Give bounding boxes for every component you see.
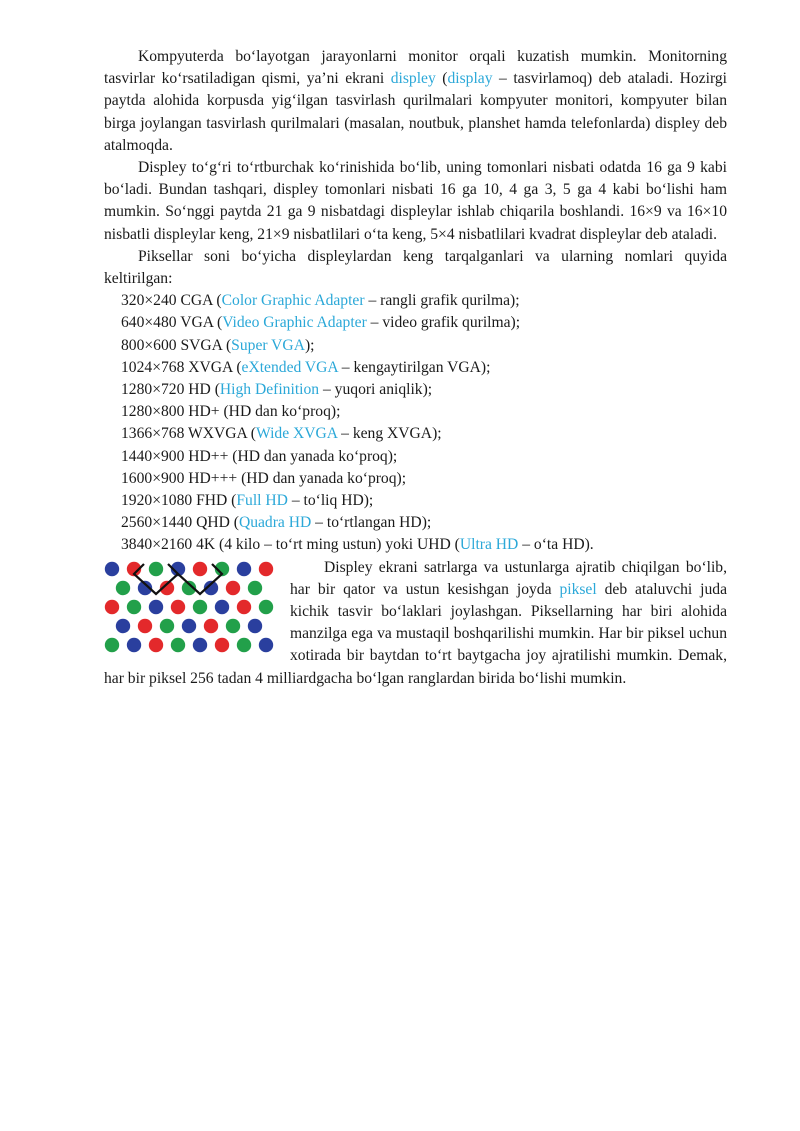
pixel-dot [149,599,163,613]
list-item: 3840×2160 4K (4 kilo – to‘rt ming ustun) yoki UHD (Ultra HD – o‘ta HD). [121,536,594,554]
pixel-dot [215,599,229,613]
pixel-dot [248,580,262,594]
pixel-dot [149,561,163,575]
paragraph-resolutions-intro: Piksellar soni bo‘yicha displeylardan keng tarqalganlari va ularning nomlari quyida keltirilgan: [104,247,727,288]
resolution-list [104,290,727,556]
pixel-dot [204,618,218,632]
term-display: display [447,70,493,88]
pixel-dot [193,637,207,651]
list-item: 2560×1440 QHD (Quadra HD – to‘rtlangan HD); [121,514,432,532]
pixel-dot [149,637,163,651]
list-item: 640×480 VGA (Video Graphic Adapter – video grafik qurilma); [121,314,521,332]
pixel-dot [105,637,119,651]
list-item: 1280×800 HD+ (HD dan ko‘proq); [121,403,341,421]
pixel-dot [248,618,262,632]
list-item: 1440×900 HD++ (HD dan yanada ko‘proq); [121,447,398,465]
pixel-dot [171,599,185,613]
pixel-dot [105,599,119,613]
pixel-dot [259,599,273,613]
pixel-dot [193,599,207,613]
pixel-dot [237,561,251,575]
list-item: 1024×768 XVGA (eXtended VGA – kengaytirilgan VGA); [121,358,491,376]
pixel-dot [116,580,130,594]
term-piksel: piksel [559,580,597,598]
pixel-dot [127,637,141,651]
pixel-grid-illustration [104,560,278,658]
paragraph-aspect-ratio: Displey to‘g‘ri to‘rtburchak ko‘rinishida bo‘lib, uning tomonlari nisbati odatda 16 ga 9 kabi bo‘ladi. Bundan tashqari, displey tomonlari nisbati 16 ga 10, 4 ga 3, 5 ga 4 kabi bo‘lishi ham mumkin. So‘nggi paytda 21 ga 9 nisbatdagi displeylar ishlab chiqarila boshlandi. 16×9 va 16×10 nisbatli displeylar keng, 21×9 nisbatlilari o‘ta keng, 5×4 nisbatlilari kvadrat displeylar deb ataladi. [104,159,727,243]
pixel-dot [105,561,119,575]
paragraph-display-definition: Kompyuterda bo‘layotgan jarayonlarni monitor orqali kuzatish mumkin. Monitorning tasvirlar ko‘rsatiladigan qismi, ya’ni ekrani displey (display – tasvirlamoq) deb ataladi. Hozirgi paytda alohida korpusda yig‘ilgan tasvirlash qurilmalari kompyuter monitori, kompyuter bilan birga joylangan tasvirlash qurilmalari (masalan, noutbuk, planshet hamda telefonlarda) displey deb atalmoqda. [104,48,727,154]
pixel-dot [138,618,152,632]
pixel-dot [226,618,240,632]
pixel-dot [237,599,251,613]
list-item: 1280×720 HD (High Definition – yuqori aniqlik); [121,381,433,399]
document-page [104,46,727,690]
pixel-dot [259,637,273,651]
pixel-dot [237,637,251,651]
pixel-dot [116,618,130,632]
list-item: 1920×1080 FHD (Full HD – to‘liq HD); [121,492,374,510]
pixel-dot [193,561,207,575]
pixel-dot [127,599,141,613]
pixel-dot [259,561,273,575]
pixel-dot [215,637,229,651]
list-item: 1366×768 WXVGA (Wide XVGA – keng XVGA); [121,425,442,443]
paragraph-pixel: Displey ekrani satrlarga va ustunlarga ajratib chiqilgan bo‘lib, har bir qator va ustun kesishgan joyda piksel deb ataluvchi juda kichik tasvir bo‘laklari joylashgan. Piksellarning har biri alohida manzilga ega va mustaqil boshqarilishi mumkin. Har bir piksel uchun xotirada bir baytdan to‘rt baytgacha joy ajratilishi mumkin. Demak, har bir piksel 256 tadan 4 milliardgacha bo‘lgan ranglardan birida bo‘lishi mumkin. [104,558,727,687]
pixel-section [104,557,727,690]
pixel-dot [171,637,185,651]
pixel-dot [160,618,174,632]
list-item: 320×240 CGA (Color Graphic Adapter – rangli grafik qurilma); [121,292,520,310]
pixel-dot [182,618,196,632]
pixel-dot [226,580,240,594]
list-item: 1600×900 HD+++ (HD dan yanada ko‘proq); [121,469,407,487]
term-displey: displey [390,70,436,88]
list-item: 800×600 SVGA (Super VGA); [121,336,315,354]
